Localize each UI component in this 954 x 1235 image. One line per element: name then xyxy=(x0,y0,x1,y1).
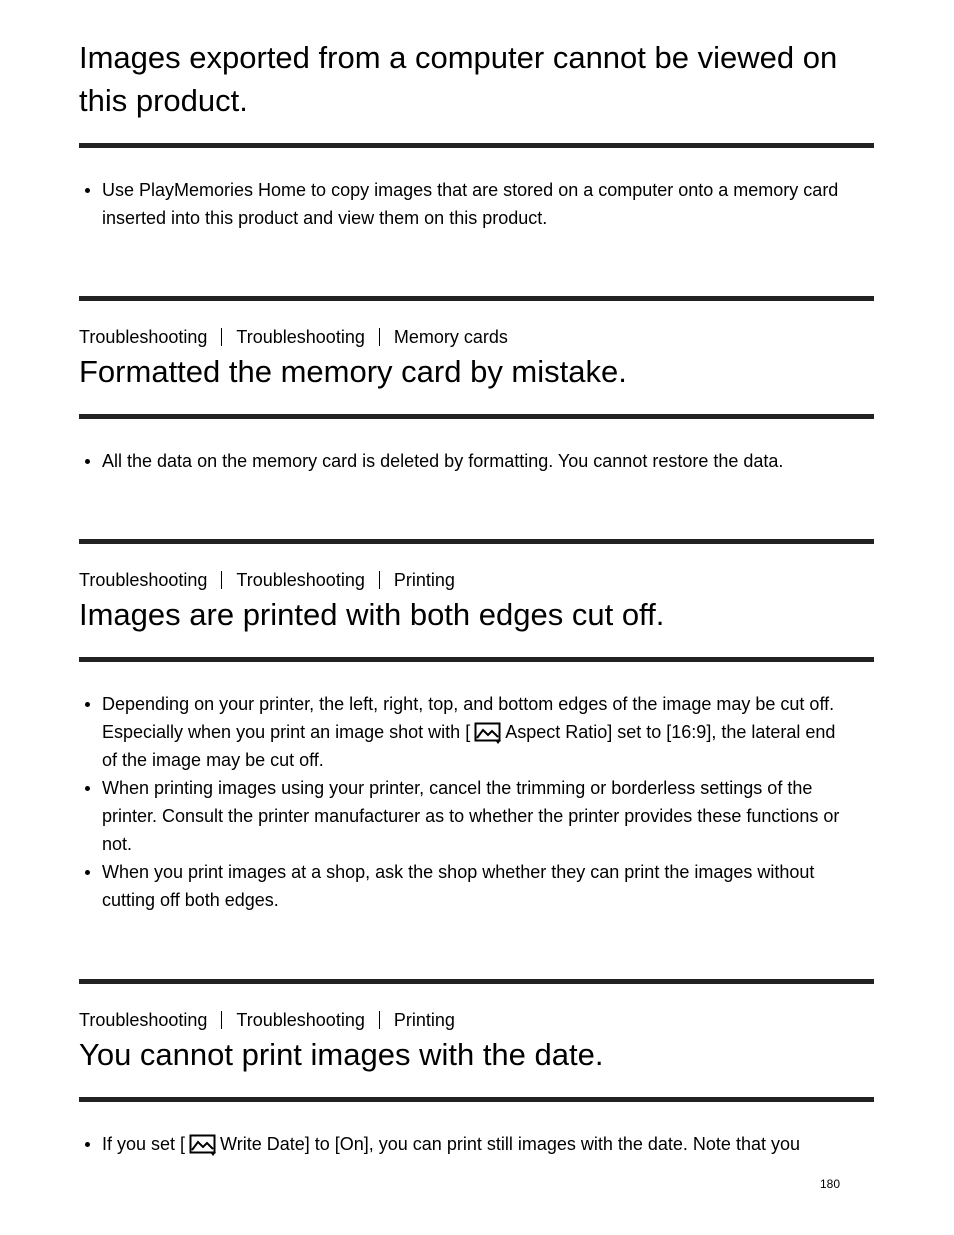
breadcrumb-separator xyxy=(379,571,380,589)
bullet-line: All the data on the memory card is deleted by formatting. You cannot restore the data. xyxy=(102,451,784,471)
section-4-bullets xyxy=(79,1130,879,1158)
breadcrumb-separator xyxy=(221,328,222,346)
section-1-title-line-1: Images exported from a computer cannot be viewed on xyxy=(79,40,838,75)
breadcrumb-item[interactable]: Troubleshooting xyxy=(236,1010,365,1030)
section-4-top-divider xyxy=(79,979,874,984)
section-3-title: Images are printed with both edges cut off. xyxy=(79,597,665,632)
section-2-divider xyxy=(79,414,874,419)
section-2-bullets xyxy=(79,447,879,475)
breadcrumb-item[interactable]: Troubleshooting xyxy=(79,327,208,347)
breadcrumb xyxy=(79,569,455,591)
list-item xyxy=(79,690,879,774)
breadcrumb-separator xyxy=(379,328,380,346)
list-item xyxy=(79,774,879,858)
list-item xyxy=(79,447,879,475)
breadcrumb-item[interactable]: Memory cards xyxy=(393,327,508,347)
bullet-text: Aspect Ratio] set to [16:9], the lateral end xyxy=(505,722,836,742)
breadcrumb xyxy=(79,1009,455,1031)
bullet-line xyxy=(102,718,879,746)
still-image-icon xyxy=(189,1134,217,1156)
breadcrumb-separator xyxy=(221,1011,222,1029)
section-4-divider xyxy=(79,1097,874,1102)
list-item xyxy=(79,1130,879,1158)
bullet-text: Especially when you print an image shot with [ xyxy=(102,722,471,742)
section-1-title xyxy=(79,36,879,122)
bullet-line: Depending on your printer, the left, right, top, and bottom edges of the image may be cut off. xyxy=(102,694,835,714)
breadcrumb-separator xyxy=(379,1011,380,1029)
breadcrumb xyxy=(79,326,508,348)
breadcrumb-item[interactable]: Printing xyxy=(393,1010,455,1030)
section-1-title-line-2: this product. xyxy=(79,83,248,118)
breadcrumb-item[interactable]: Printing xyxy=(393,570,455,590)
section-4-title: You cannot print images with the date. xyxy=(79,1037,604,1072)
section-2-top-divider xyxy=(79,296,874,301)
bullet-line: Use PlayMemories Home to copy images that are stored on a computer onto a memory card xyxy=(102,180,839,200)
section-1-bullets xyxy=(79,176,879,232)
section-3-bullets xyxy=(79,690,879,914)
bullet-line: not. xyxy=(102,834,133,854)
still-image-icon xyxy=(474,722,502,744)
page-number: 180 xyxy=(820,1177,841,1191)
breadcrumb-item[interactable]: Troubleshooting xyxy=(79,1010,208,1030)
bullet-line: of the image may be cut off. xyxy=(102,750,324,770)
list-item xyxy=(79,858,879,914)
breadcrumb-item[interactable]: Troubleshooting xyxy=(236,327,365,347)
bullet-line: printer. Consult the printer manufacturer as to whether the printer provides these functions or xyxy=(102,806,840,826)
bullet-line: cutting off both edges. xyxy=(102,890,279,910)
bullet-line: inserted into this product and view them on this product. xyxy=(102,208,548,228)
bullet-line xyxy=(102,1130,879,1158)
breadcrumb-separator xyxy=(221,571,222,589)
section-2-title: Formatted the memory card by mistake. xyxy=(79,354,627,389)
section-3-divider xyxy=(79,657,874,662)
section-1-divider xyxy=(79,143,874,148)
bullet-line: When you print images at a shop, ask the shop whether they can print the images without xyxy=(102,862,815,882)
breadcrumb-item[interactable]: Troubleshooting xyxy=(236,570,365,590)
bullet-text: Write Date] to [On], you can print still images with the date. Note that you xyxy=(220,1134,800,1154)
list-item xyxy=(79,176,879,232)
bullet-line: When printing images using your printer, cancel the trimming or borderless settings of the xyxy=(102,778,813,798)
bullet-text: If you set [ xyxy=(102,1134,186,1154)
breadcrumb-item[interactable]: Troubleshooting xyxy=(79,570,208,590)
section-3-top-divider xyxy=(79,539,874,544)
